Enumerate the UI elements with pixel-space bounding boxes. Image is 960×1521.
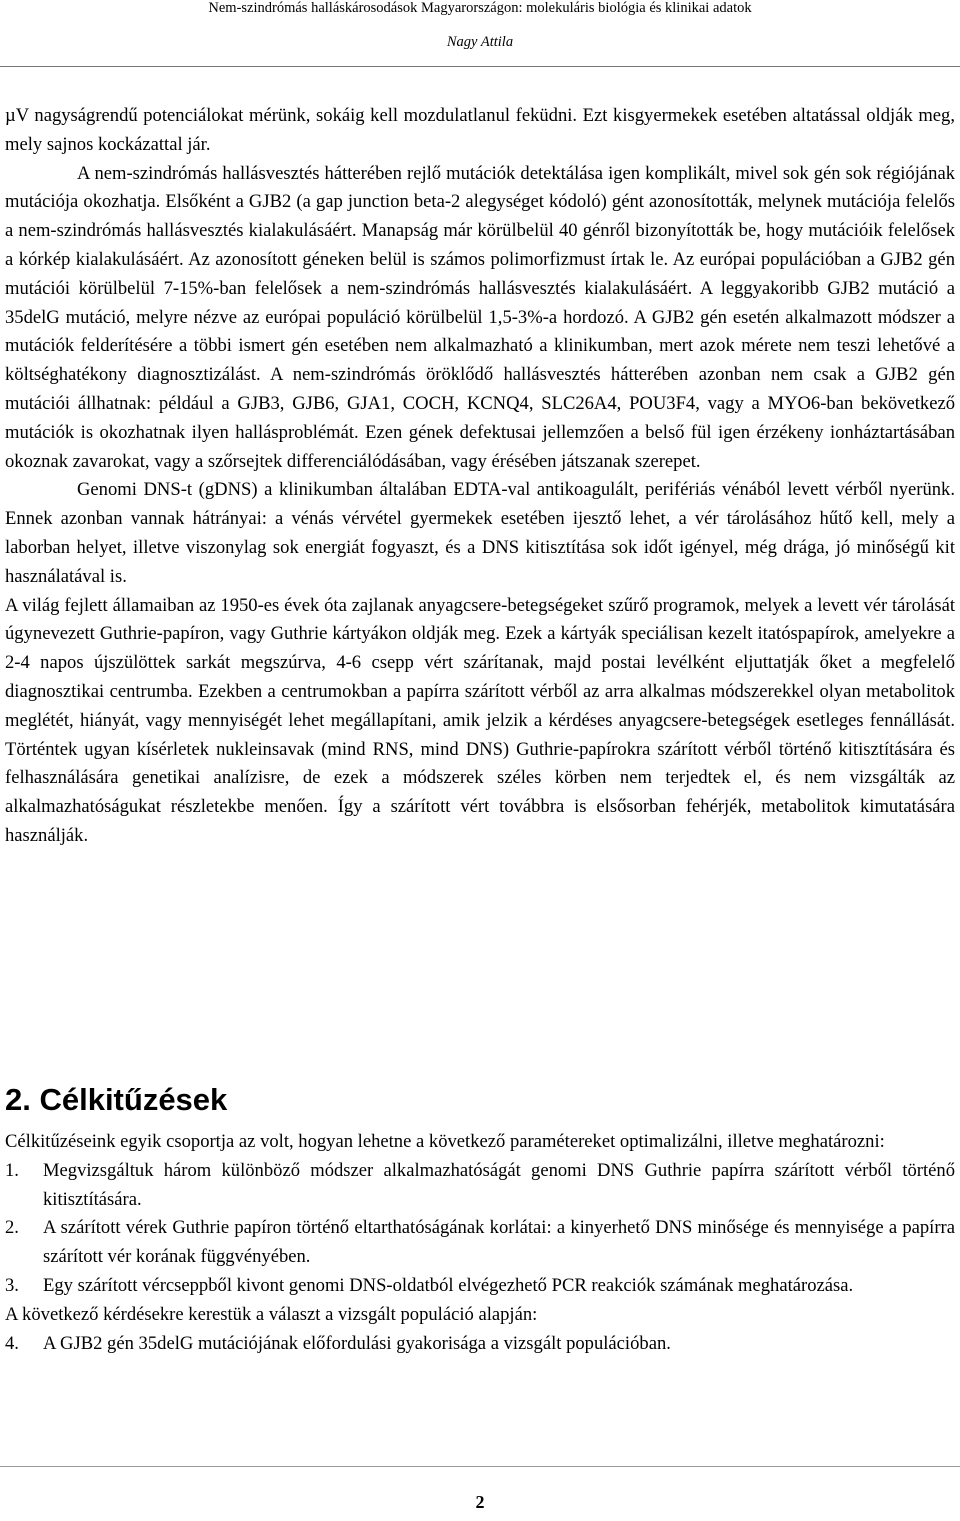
list-text: Megvizsgáltuk három különböző módszer alkalmazhatóságát genomi DNS Guthrie papírra szárított vérből történő kitisztítására. [43, 1159, 955, 1210]
list-item [5, 1272, 955, 1301]
list-number: 3. [5, 1274, 19, 1296]
questions-intro: A következő kérdésekre kerestük a választ a vizsgált populáció alapján: [5, 1303, 538, 1325]
list-number: 2. [5, 1217, 19, 1239]
aims-list [5, 1157, 955, 1301]
header-divider [0, 66, 960, 67]
list-text: A GJB2 gén 35delG mutációjának előfordulási gyakorisága a vizsgált populációban. [43, 1332, 671, 1354]
list-number: 4. [5, 1332, 19, 1354]
author-name: Nagy Attila [446, 34, 514, 50]
list-text: Egy szárított vércseppből kivont genomi DNS-oldatból elvégezhető PCR reakciók számának meghatározása. [43, 1274, 854, 1296]
paragraph-1: µV nagyságrendű potenciálokat mérünk, sokáig kell mozdulatlanul feküdni. Ezt kisgyermekek esetében altatással oldják meg, mely sajnos kockázattal jár. [5, 105, 955, 155]
paragraph-3: Genomi DNS-t (gDNS) a klinikumban általában EDTA-val antikoagulált, perifériás vénából levett vérből nyerünk. Ennek azonban vannak hátrányai: a vénás vérvétel gyermekek esetében ijesztő lehet, a vér tárolásához hűtő kell, mely a laborban helyet, illetve viszonylag sok energiát fogyaszt, és a DNS kitisztítása sok időt igényel, még drága, jó minőségű kit használatával is. [5, 479, 955, 587]
list-item [5, 1330, 955, 1359]
list-item [5, 1157, 955, 1215]
questions-list [5, 1330, 955, 1359]
running-title: Nem-szindrómás halláskárosodások Magyarországon: molekuláris biológia és klinikai adatok [208, 0, 752, 16]
paragraph-2: A nem-szindrómás hallásvesztés hátterében rejlő mutációk detektálása igen komplikált, mivel sok gén sok régiójának mutációja okozhatja. Elsőként a GJB2 (a gap junction beta-2 alegységet kódoló) gént azonosították, melynek mutációja felelős a nem-szindrómás hallásvesztés kialakulásáért. Manapság már körülbelül 40 génről bizonyították be, hogy mutációik felelősek a kórkép kialakulásáért. Az azonosított géneken belül is számos polimorfizmust írtak le. Az európai populációban a GJB2 gén mutációi körülbelül 7-15%-ban felelősek a nem-szindrómás hallásvesztés kialakulásáért. A leggyakoribb GJB2 mutáció a 35delG mutáció, melyre nézve az európai populáció körülbelül 1,5-3%-a hordozó. A GJB2 gén esetén alkalmazott módszer a mutációk felderítésére a többi ismert gén esetében nem alkalmazható a klinikumban, mert azok mérete nem teszi lehetővé a költséghatékony diagnosztizálást. A nem-szindrómás öröklődő hallásvesztés hátterében azonban nem csak a GJB2 gén mutációi állhatnak: például a GJB3, GJB6, GJA1, COCH, KCNQ4, SLC26A4, POU3F4, vagy a MYO6-ban bekövetkező mutációk is okozhatnak ilyen hallásproblémát. Ezen gének defektusai jellemzően a belső fül igen érzékeny ionháztartásában okoznak zavarokat, vagy a szőrsejtek differenciálódásában, vagy érésében játszanak szerepet. [5, 162, 955, 472]
section-heading: 2. Célkitűzések [5, 1082, 228, 1117]
body-text [5, 102, 955, 851]
page-number: 2 [475, 1492, 485, 1512]
aims-intro: Célkitűzéseink egyik csoportja az volt, hogyan lehetne a következő paramétereket optimalizálni, illetve meghatározni: [5, 1131, 885, 1152]
aims-section [5, 1128, 955, 1358]
list-item [5, 1214, 955, 1272]
footer-divider [0, 1466, 960, 1467]
paragraph-4: A világ fejlett államaiban az 1950-es évek óta zajlanak anyagcsere-betegségeket szűrő programok, melyek a levett vér tárolását úgynevezett Guthrie-papíron, vagy Guthrie kártyákon oldják meg. Ezek a kártyák speciálisan kezelt itatóspapírok, amelyekre a 2-4 napos újszülöttek sarkát megszúrva, 4-6 csepp vért szárítanak, majd postai levélként eljuttatják őket a megfelelő diagnosztikai centrumba. Ezekben a centrumokban a papírra szárított vérből az arra alkalmas módszerekkel olyan metabolitok meglétét, hiányát, vagy mennyiségét lehet megállapítani, amik jelzik a kérdéses anyagcsere-betegségek esetleges fennállását. Történtek ugyan kísérletek nukleinsavak (mind RNS, mind DNS) Guthrie-papírokra szárított vérből történő kitisztítására és felhasználására genetikai analízisre, de ezek a módszerek széles körben nem terjedtek el, és nem vizsgálták az alkalmazhatóságukat részletekbe menően. Így a szárított vért továbbra is elsősorban fehérjék, metabolitok kimutatására használják. [5, 594, 955, 846]
list-text: A szárított vérek Guthrie papíron történő eltarthatóságának korlátai: a kinyerhető DNS minősége és mennyisége a papírra szárított vér korának függvényében. [43, 1217, 955, 1268]
list-number: 1. [5, 1159, 19, 1181]
